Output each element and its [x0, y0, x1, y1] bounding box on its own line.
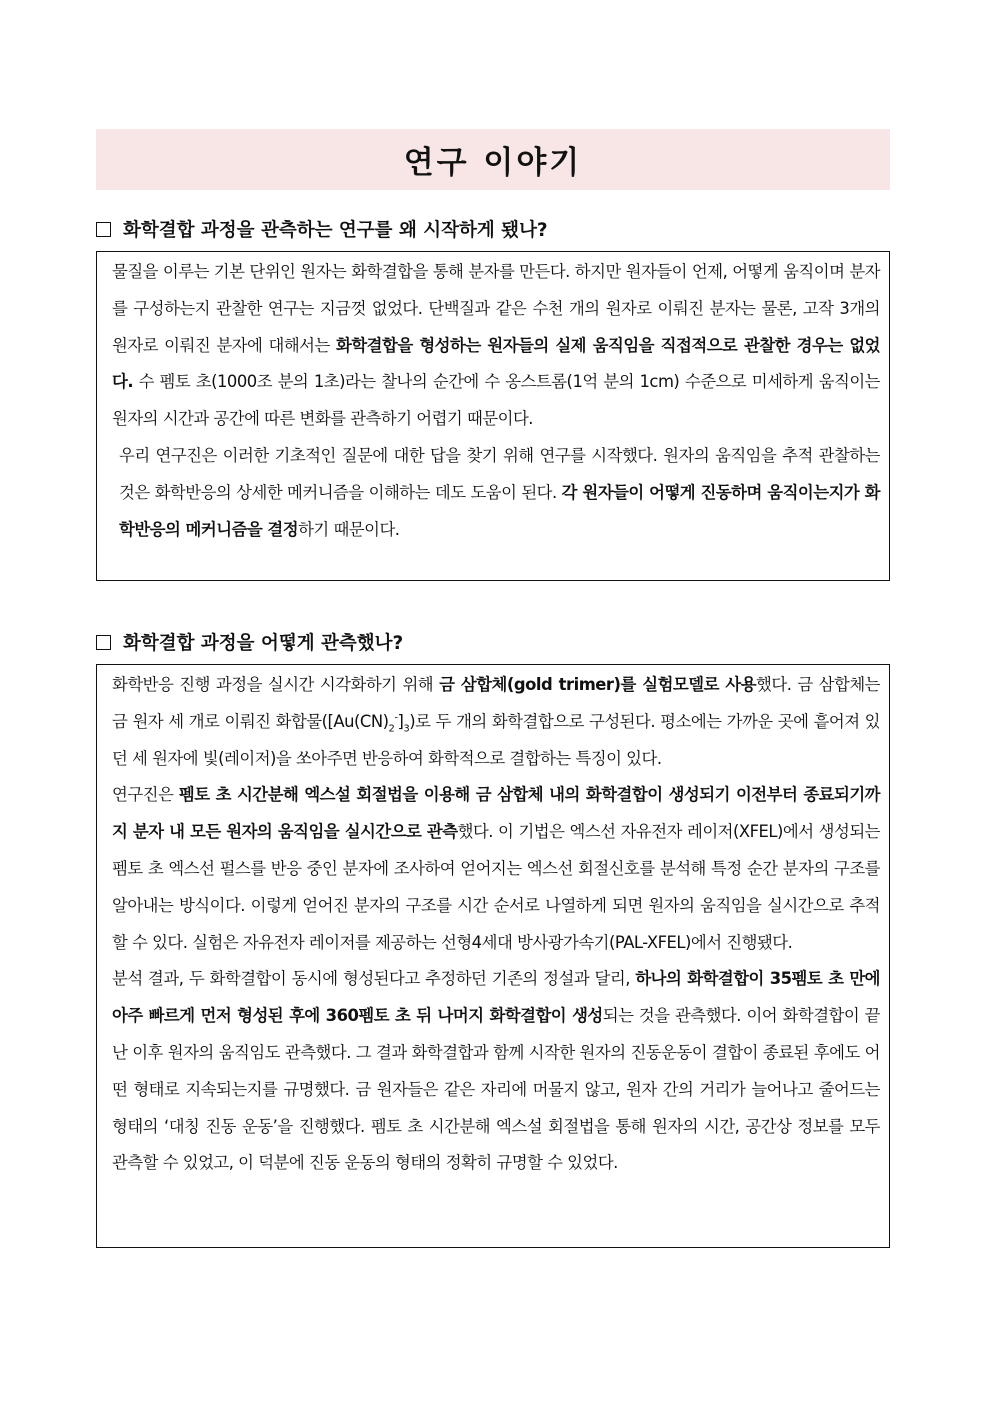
- text-run: 물질을 이루는 기본 단위인 원자는 화학결합을 통해 분자를 만든다. 하지만 원자들이 언제, 어떻게 움직이며 분자를 구성하는지 관찰한 연구는 지금껏 없었다. 단백질과 같은 수천 개의 원자로 이뤄진 분자는 물론, 고작 3개의 원자로 이뤄진 분자에 대해서는: [112, 262, 880, 355]
- page-title: 연구 이야기: [403, 145, 583, 181]
- bold-text-run: 금 삼합체(gold trimer)를 실험모델로 사용: [439, 675, 757, 694]
- bold-text-run: 펨토 초 시간분해 엑스설 회절법을 이용해 금 삼합체 내의 화학결합이 생성되기 이전부터 종료되기까지 분자 내 모든 원자의 움직임을 실시간으로 관측: [112, 785, 880, 842]
- bold-text-run: 각 원자들이 어떻게 진동하며 움직이는지가 화학반응의 메커니즘을 결정: [119, 482, 880, 539]
- text-run: )로 두 개의 화학결합으로 구성된다. 평소에는 가까운 곳에 흩어져 있던 세 원자에 빛(레이저)을 쏘아주면 반응하여 화학적으로 결합하는 특징이 있다.: [112, 711, 881, 768]
- title-banner: [96, 129, 890, 190]
- text-run: 화학반응 진행 과정을 실시간 시각화하기 위해: [112, 675, 440, 694]
- text-run: 연구진은: [112, 785, 179, 805]
- subscript: 3: [403, 723, 410, 735]
- superscript: -: [394, 712, 398, 724]
- section2-paragraph-1: [107, 667, 880, 777]
- text-run: 했다. 금 삼합체는 금 원자 세 개로 이뤄진 화합물([Au(CN): [112, 675, 881, 731]
- text-run: 우리 연구진은 이러한 기초적인 질문에 대한 답을 찾기 위해 연구를 시작했다. 원자의 움직임을 추적 관찰하는 것은 화학반응의 상세한 메커니즘을 이해하는 데도 도움이 된다.: [119, 445, 880, 502]
- text-run: 수 펨토 초(1000조 분의 1초)라는 찰나의 순간에 수 옹스트롬(1억 분의 1cm) 수준으로 미세하게 움직이는 원자의 시간과 공간에 따른 변화를 관측하기 어렵기 때문이다.: [112, 372, 880, 429]
- checkbox-square-icon: [96, 635, 111, 650]
- text-run: 분석 결과, 두 화학결합이 동시에 형성된다고 추정하던 기존의 정설과 달리,: [112, 969, 636, 989]
- section2-paragraph-2: [107, 777, 880, 961]
- section1-heading-text: 화학결합 과정을 관측하는 연구를 왜 시작하게 됐나?: [123, 220, 548, 241]
- text-run: ]: [397, 711, 404, 731]
- bold-text-run: 화학결합을 형성하는 원자들의 실제 움직임을 직접적으로 관찰한 경우는 없었다.: [112, 335, 880, 392]
- section2-text-box: [96, 664, 890, 1248]
- section2-paragraph-3: [107, 961, 880, 1182]
- bold-text-run: 하나의 화학결합이 35펨토 초 만에 아주 빠르게 먼저 형성된 후에 360펨토 초 뒤 나머지 화학결합이 생성: [112, 969, 880, 1026]
- text-run: 했다. 이 기법은 엑스선 자유전자 레이저(XFEL)에서 생성되는 펨토 초 엑스선 펄스를 반응 중인 분자에 조사하여 얻어지는 엑스선 회절신호를 분석해 특정 순간 분자의 구조를 알아내는 방식이다. 이렇게 얻어진 분자의 구조를 시간 순서로 나열하게 되면 원자의 움직임을 실시간으로 추적할 수 있다. 실험은 자유전자 레이저를 제공하는 선형4세대 방사광가속기(PAL-XFEL)에서 진행됐다.: [112, 822, 880, 952]
- text-run: 되는 것을 관측했다. 이어 화학결합이 끝난 이후 원자의 움직임도 관측했다. 그 결과 화학결합과 함께 시작한 원자의 진동운동이 결합이 종료된 후에도 어떤 형태로 지속되는지를 규명했다. 금 원자들은 같은 자리에 머물지 않고, 원자 간의 거리가 늘어나고 줄어드는 형태의 ‘대칭 진동 운동’을 진행했다. 펨토 초 시간분해 엑스설 회절법을 통해 원자의 시간, 공간상 정보를 모두 관측할 수 있었고, 이 덕분에 진동 운동의 형태의 정확히 규명할 수 있었다.: [112, 1006, 880, 1173]
- checkbox-square-icon: [96, 222, 111, 237]
- subscript: 2: [388, 723, 395, 735]
- section1-paragraph-1: [107, 254, 880, 438]
- section1-paragraph-2: [107, 438, 880, 548]
- section2-heading: [96, 629, 403, 655]
- section1-text-box: [96, 251, 890, 581]
- text-run: 하기 때문이다.: [298, 519, 400, 539]
- section1-heading: [96, 216, 548, 242]
- section2-heading-text: 화학결합 과정을 어떻게 관측했나?: [123, 633, 404, 654]
